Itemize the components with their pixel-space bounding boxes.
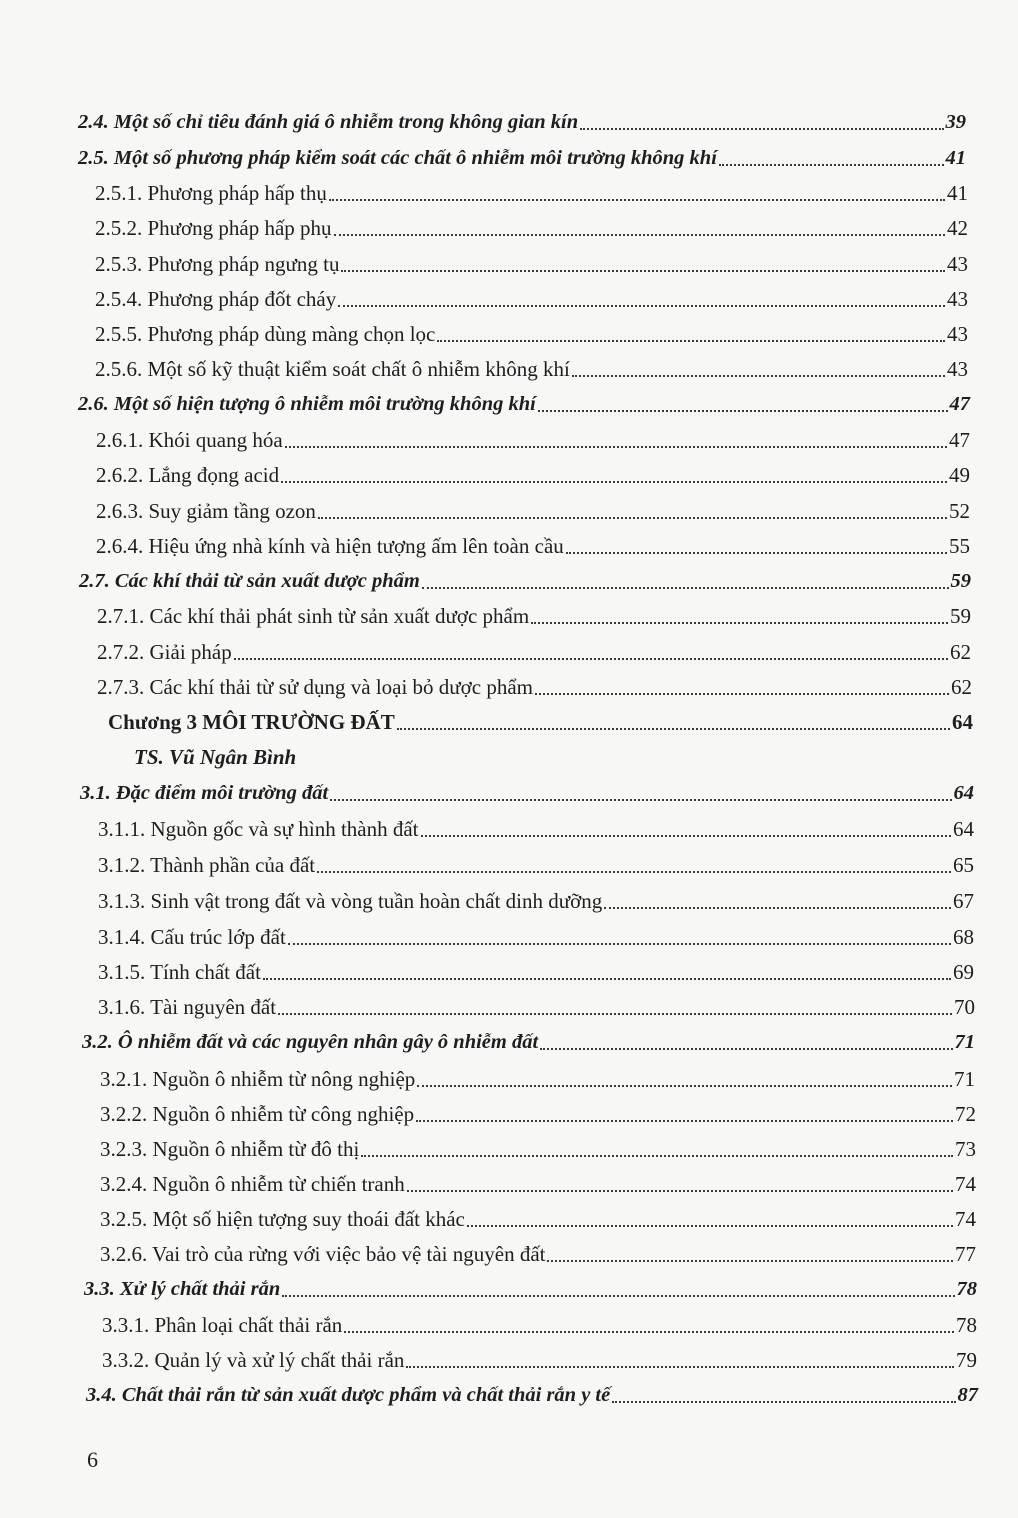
- toc-entry: [100, 1171, 976, 1197]
- toc-entry-title: 3.2.5. Một số hiện tượng suy thoái đất khác: [100, 1207, 465, 1231]
- toc-entry: [102, 1312, 977, 1338]
- toc-entry-page: 64: [953, 782, 974, 804]
- toc-entry-title: 2.5.3. Phương pháp ngưng tụ: [95, 252, 340, 276]
- toc-entry: [95, 356, 968, 382]
- toc-entry-title: 2.6.3. Suy giảm tầng ozon: [96, 499, 316, 523]
- toc-entry-title: 2.5.5. Phương pháp dùng màng chọn lọc: [95, 322, 436, 346]
- toc-entry-page: 47: [949, 393, 970, 415]
- leader-dots: [531, 622, 948, 624]
- leader-dots: [467, 1225, 953, 1227]
- leader-dots: [281, 481, 947, 483]
- leader-dots: [572, 375, 945, 377]
- toc-entry: [97, 639, 971, 665]
- toc-entry-title: 3.1.2. Thành phần của đất: [98, 853, 316, 877]
- leader-dots: [421, 835, 951, 837]
- toc-entry-title: 3.3.1. Phân loại chất thải rắn: [102, 1313, 343, 1337]
- leader-dots: [317, 871, 951, 873]
- toc-entry: [95, 215, 968, 241]
- leader-dots: [397, 728, 950, 730]
- toc-entry-page: 55: [949, 534, 970, 558]
- toc-entry: [78, 391, 970, 417]
- toc-entry: [100, 1101, 976, 1127]
- toc-entry-title: 2.6.4. Hiệu ứng nhà kính và hiện tượng ấm lên toàn cầu: [96, 534, 564, 558]
- toc-entry: [96, 533, 970, 559]
- leader-dots: [234, 658, 948, 660]
- toc-entry: [96, 462, 970, 488]
- toc-entry-page: 52: [949, 499, 970, 523]
- toc-entry-title: 2.5.4. Phương pháp đốt cháy: [95, 287, 337, 311]
- toc-entry-title: 2.5. Một số phương pháp kiểm soát các chất ô nhiễm môi trường không khí: [78, 147, 717, 169]
- toc-entry-title: 2.5.6. Một số kỹ thuật kiểm soát chất ô nhiễm không khí: [95, 357, 570, 381]
- toc-entry-page: 49: [949, 463, 970, 487]
- leader-dots: [538, 410, 948, 412]
- toc-entry-title: 2.5.1. Phương pháp hấp thụ: [95, 181, 327, 205]
- toc-entry-title: 2.6. Một số hiện tượng ô nhiễm môi trường không khí: [78, 393, 536, 415]
- toc-entry-title: 3.2. Ô nhiễm đất và các nguyên nhân gây ô nhiễm đất: [82, 1031, 539, 1053]
- toc-entry-page: 43: [947, 322, 968, 346]
- toc-entry: [86, 1382, 978, 1408]
- toc-entry: [96, 427, 970, 453]
- leader-dots: [422, 587, 949, 589]
- toc-entry-title: Chương 3 MÔI TRƯỜNG ĐẤT: [108, 710, 395, 734]
- toc-entry: [100, 1241, 976, 1267]
- leader-dots: [285, 446, 947, 448]
- leader-dots: [535, 693, 949, 695]
- toc-entry-title: 3.1.3. Sinh vật trong đất và vòng tuần hoàn chất dinh dưỡng: [98, 889, 603, 913]
- toc-entry-title: 3.2.4. Nguồn ô nhiễm từ chiến tranh: [100, 1172, 405, 1196]
- leader-dots: [288, 943, 951, 945]
- toc-entry-title: 3.2.2. Nguồn ô nhiễm từ công nghiệp: [100, 1102, 415, 1126]
- toc-entry-page: 65: [953, 853, 974, 877]
- toc-entry-page: 42: [947, 216, 968, 240]
- toc-entry-title: 2.7.3. Các khí thải từ sử dụng và loại bỏ dược phẩm: [97, 675, 534, 699]
- toc-entry: [102, 1347, 977, 1373]
- toc-entry: [98, 924, 974, 950]
- toc-entry: [95, 251, 968, 277]
- toc-entry-page: 79: [956, 1348, 977, 1372]
- toc-entry-page: 74: [955, 1207, 976, 1231]
- leader-dots: [344, 1331, 954, 1333]
- toc-entry-page: 87: [957, 1384, 978, 1406]
- toc-entry: [78, 145, 966, 171]
- leader-dots: [318, 517, 947, 519]
- toc-entry-title: 3.1. Đặc điểm môi trường đất: [80, 782, 329, 804]
- toc-entry: [97, 603, 971, 629]
- toc-entry: [82, 1029, 975, 1055]
- leader-dots: [416, 1120, 953, 1122]
- leader-dots: [719, 164, 944, 166]
- toc-entry-page: 47: [949, 428, 970, 452]
- toc-entry-page: 43: [947, 287, 968, 311]
- toc-entry: [84, 1276, 977, 1302]
- toc-entry-page: 69: [953, 960, 974, 984]
- toc-entry: [78, 109, 966, 135]
- leader-dots: [437, 340, 945, 342]
- toc-entry-page: 64: [952, 710, 973, 734]
- toc-entry-title: 3.4. Chất thải rắn từ sản xuất dược phẩm và chất thải rắn y tế: [86, 1384, 611, 1406]
- toc-chapter-entry: [108, 709, 973, 735]
- leader-dots: [540, 1048, 952, 1050]
- toc-entry-page: 72: [955, 1102, 976, 1126]
- toc-entry-page: 62: [950, 640, 971, 664]
- leader-dots: [361, 1155, 953, 1157]
- toc-entry-title: 2.6.2. Lắng đọng acid: [96, 463, 280, 487]
- toc-entry-title: 3.1.5. Tính chất đất: [98, 960, 261, 984]
- toc-entry-title: 2.6.1. Khói quang hóa: [96, 428, 283, 452]
- toc-entry-title: 3.3. Xử lý chất thải rắn: [84, 1278, 281, 1300]
- toc-entry-page: 77: [955, 1242, 976, 1266]
- toc-entry-title: 2.7. Các khí thải từ sản xuất dược phẩm: [79, 570, 420, 592]
- toc-entry: [100, 1136, 976, 1162]
- leader-dots: [407, 1190, 953, 1192]
- toc-entry-page: 73: [955, 1137, 976, 1161]
- toc-entry: [98, 888, 974, 914]
- toc-entry-page: 78: [956, 1313, 977, 1337]
- toc-entry-page: 41: [945, 147, 966, 169]
- toc-entry: [95, 321, 968, 347]
- toc-entry: [95, 180, 968, 206]
- leader-dots: [282, 1295, 954, 1297]
- toc-entry-page: 59: [950, 604, 971, 628]
- toc-entry-title: 3.2.3. Nguồn ô nhiễm từ đô thị: [100, 1137, 360, 1161]
- toc-entry: [97, 674, 972, 700]
- toc-entry-title: 2.7.2. Giải pháp: [97, 640, 232, 664]
- toc-entry-title: 3.2.1. Nguồn ô nhiễm từ nông nghiệp: [100, 1067, 416, 1091]
- leader-dots: [580, 128, 943, 130]
- toc-entry: [96, 498, 970, 524]
- toc-entry-page: 64: [953, 817, 974, 841]
- toc-entry-page: 71: [954, 1067, 975, 1091]
- chapter-author: TS. Vũ Ngân Bình: [134, 745, 297, 769]
- toc-entry-page: 68: [953, 925, 974, 949]
- toc-entry: [98, 816, 974, 842]
- leader-dots: [547, 1260, 953, 1262]
- toc-entry: [100, 1206, 976, 1232]
- toc-entry-page: 39: [945, 111, 966, 133]
- leader-dots: [341, 270, 945, 272]
- leader-dots: [604, 907, 951, 909]
- leader-dots: [612, 1401, 955, 1403]
- leader-dots: [278, 1013, 952, 1015]
- leader-dots: [329, 199, 945, 201]
- toc-entry-page: 78: [956, 1278, 977, 1300]
- toc-entry: [79, 568, 971, 594]
- toc-entry-page: 43: [947, 357, 968, 381]
- leader-dots: [334, 234, 945, 236]
- toc-entry-page: 62: [951, 675, 972, 699]
- toc-entry-page: 70: [954, 995, 975, 1019]
- toc-entry-title: 2.7.1. Các khí thải phát sinh từ sản xuất dược phẩm: [97, 604, 530, 628]
- toc-entry: [80, 780, 974, 806]
- toc-entry-page: 71: [954, 1031, 975, 1053]
- leader-dots: [330, 799, 951, 801]
- toc-entry: [98, 994, 975, 1020]
- leader-dots: [566, 552, 947, 554]
- leader-dots: [338, 305, 945, 307]
- leader-dots: [406, 1366, 954, 1368]
- toc-entry-page: 43: [947, 252, 968, 276]
- page-number: 6: [87, 1447, 98, 1472]
- toc-entry-title: 3.1.6. Tài nguyên đất: [98, 995, 277, 1019]
- toc-entry-page: 67: [953, 889, 974, 913]
- leader-dots: [263, 978, 951, 980]
- toc-entry-title: 2.5.2. Phương pháp hấp phụ: [95, 216, 332, 240]
- leader-dots: [417, 1085, 952, 1087]
- toc-entry: [98, 852, 974, 878]
- toc-entry-page: 74: [955, 1172, 976, 1196]
- toc-entry: [98, 959, 974, 985]
- toc-entry-page: 41: [947, 181, 968, 205]
- toc-entry-title: 2.4. Một số chỉ tiêu đánh giá ô nhiễm trong không gian kín: [78, 111, 579, 133]
- toc-entry-title: 3.1.4. Cấu trúc lớp đất: [98, 925, 286, 949]
- toc-entry: [95, 286, 968, 312]
- toc-entry-title: 3.1.1. Nguồn gốc và sự hình thành đất: [98, 817, 419, 841]
- toc-entry-title: 3.2.6. Vai trò của rừng với việc bảo vệ tài nguyên đất: [100, 1242, 546, 1266]
- toc-entry: [100, 1066, 975, 1092]
- toc-entry-title: 3.3.2. Quản lý và xử lý chất thải rắn: [102, 1348, 405, 1372]
- toc-entry-page: 59: [950, 570, 971, 592]
